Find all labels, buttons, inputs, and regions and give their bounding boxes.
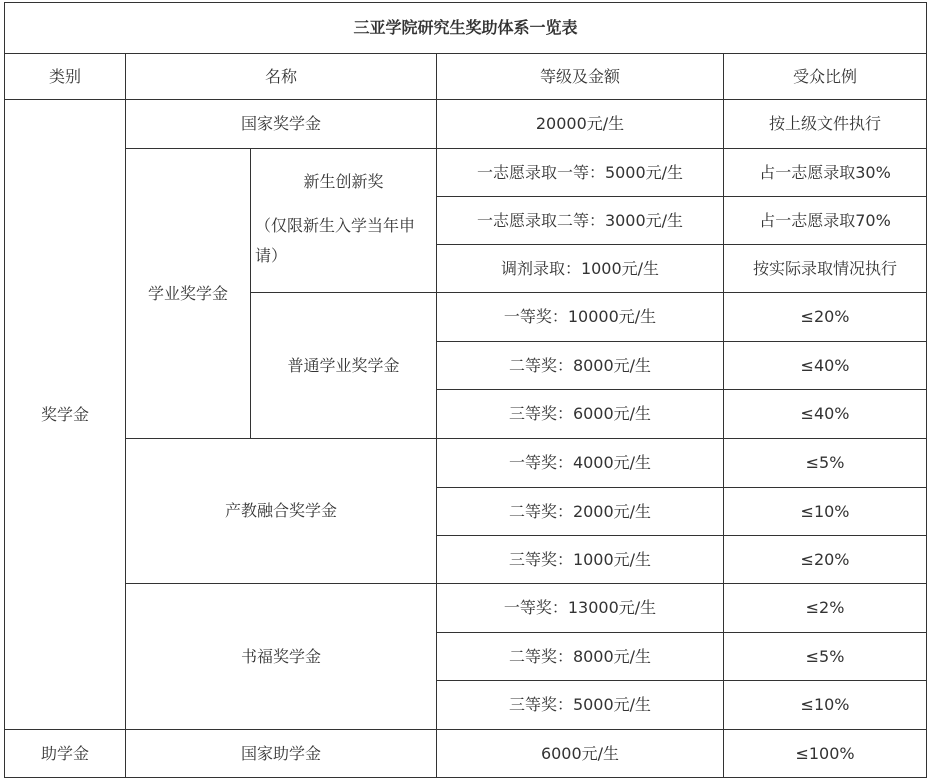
amount-cell: 一等奖：4000元/生 <box>437 439 724 488</box>
category-grant: 助学金 <box>5 730 126 778</box>
name-academic-scholarship: 学业奖学金 <box>126 149 251 439</box>
amount-cell: 20000元/生 <box>437 100 724 149</box>
scholarship-table <box>4 2 927 778</box>
amount-cell: 一等奖：10000元/生 <box>437 293 724 342</box>
amount-cell: 调剂录取：1000元/生 <box>437 245 724 293</box>
header-name: 名称 <box>126 54 437 100</box>
header-ratio: 受众比例 <box>724 54 927 100</box>
category-scholarship: 奖学金 <box>5 100 126 730</box>
ratio-cell: ≤10% <box>724 681 927 730</box>
ratio-cell: ≤40% <box>724 390 927 439</box>
ratio-cell: ≤20% <box>724 536 927 584</box>
table-title: 三亚学院研究生奖助体系一览表 <box>5 3 927 54</box>
amount-cell: 二等奖：8000元/生 <box>437 633 724 681</box>
ratio-cell: 按实际录取情况执行 <box>724 245 927 293</box>
header-category: 类别 <box>5 54 126 100</box>
amount-cell: 三等奖：1000元/生 <box>437 536 724 584</box>
name-industry-scholarship: 产教融合奖学金 <box>126 439 437 584</box>
name-freshman-innovation <box>251 149 437 293</box>
amount-cell: 三等奖：6000元/生 <box>437 390 724 439</box>
amount-cell: 二等奖：8000元/生 <box>437 342 724 390</box>
amount-cell: 6000元/生 <box>437 730 724 778</box>
ratio-cell: 占一志愿录取30% <box>724 149 927 197</box>
freshman-innovation-title: 新生创新奖 <box>303 171 384 191</box>
ratio-cell: ≤100% <box>724 730 927 778</box>
ratio-cell: ≤5% <box>724 633 927 681</box>
freshman-innovation-note: （仅限新生入学当年申请） <box>255 215 416 265</box>
name-national-scholarship: 国家奖学金 <box>126 100 437 149</box>
ratio-cell: 按上级文件执行 <box>724 100 927 149</box>
amount-cell: 二等奖：2000元/生 <box>437 488 724 536</box>
name-shufu-scholarship: 书福奖学金 <box>126 584 437 730</box>
ratio-cell: ≤5% <box>724 439 927 488</box>
amount-cell: 一等奖：13000元/生 <box>437 584 724 633</box>
ratio-cell: 占一志愿录取70% <box>724 197 927 245</box>
header-level: 等级及金额 <box>437 54 724 100</box>
ratio-cell: ≤20% <box>724 293 927 342</box>
name-national-grant: 国家助学金 <box>126 730 437 778</box>
amount-cell: 一志愿录取二等：3000元/生 <box>437 197 724 245</box>
amount-cell: 一志愿录取一等：5000元/生 <box>437 149 724 197</box>
ratio-cell: ≤40% <box>724 342 927 390</box>
name-general-academic: 普通学业奖学金 <box>251 293 437 439</box>
ratio-cell: ≤10% <box>724 488 927 536</box>
amount-cell: 三等奖：5000元/生 <box>437 681 724 730</box>
ratio-cell: ≤2% <box>724 584 927 633</box>
